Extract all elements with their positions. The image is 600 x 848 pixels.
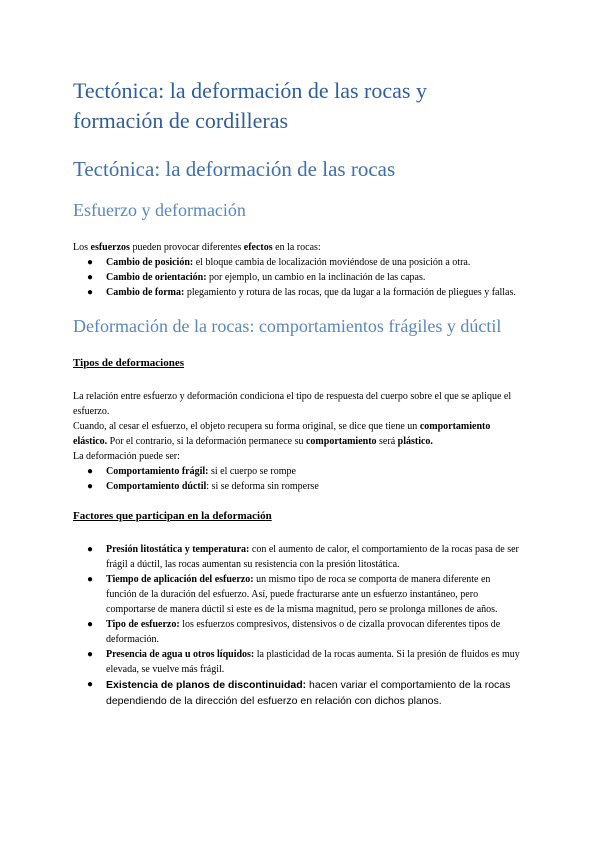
tipos-list (73, 464, 520, 494)
subheading-factores: Factores que participan en la deformación (73, 510, 272, 522)
document-title: Tectónica: la deformación de las rocas y formación de cordilleras (73, 78, 427, 133)
section-heading-tectonica: Tectónica: la deformación de las rocas (73, 157, 396, 181)
list-item: ● Existencia de planos de discontinuidad: hacen variar el comportamiento de la rocas dependiendo de la dirección del esfuerzo en relación con dichos planos. (87, 679, 511, 707)
list-item: ● Cambio de posición: el bloque cambia de localización moviéndose de una posición a otra. (87, 257, 471, 268)
list-item: ● Tipo de esfuerzo: los esfuerzos compresivos, distensivos o de cizalla provocan diferentes tipos de deformación. (87, 619, 501, 645)
factores-list (73, 542, 520, 709)
list-item: ● Tiempo de aplicación del esfuerzo: un mismo tipo de roca se comporta de manera diferente en función de la duración del esfuerzo. Así, puede fracturarse ante un esfuerzo instantáneo, pero comportarse de manera dúctil si este es de la misma magnitud, pero se prolonga millones de años. (87, 574, 498, 615)
paragraph-relacion: La relación entre esfuerzo y deformación condiciona el tipo de respuesta del cuerpo sobre el que se aplique el esfuerzo. (73, 391, 512, 417)
paragraph-comportamiento: Cuando, al cesar el esfuerzo, el objeto recupera su forma original, se dice que tiene un comportamiento elástico. Por el contrario, si la deformación permanece su comportamiento será plástico. (73, 421, 491, 447)
list-item: ● Presión litostática y temperatura: con el aumento de calor, el comportamiento de la rocas pasa de ser frágil a dúctil, las rocas aumentan su resistencia con la presión litostática. (87, 544, 519, 570)
bullet-icon: ● (87, 287, 94, 298)
section-heading-deformacion: Deformación de la rocas: comportamientos frágiles y dúctil (73, 316, 502, 336)
list-item: ● Cambio de forma: plegamiento y rotura de las rocas, que da lugar a la formación de pliegues y fallas. (87, 287, 516, 298)
bullet-icon: ● (87, 257, 94, 268)
bullet-icon: ● (87, 649, 94, 660)
list-item: ● Comportamiento dúctil: si se deforma sin romperse (87, 481, 319, 492)
bullet-icon: ● (87, 544, 94, 555)
list-item: ● Presencia de agua u otros líquidos: la plasticidad de la rocas aumenta. Si la presión de fluidos es muy elevada, se vuelve más frágil. (87, 649, 520, 675)
bullet-icon: ● (87, 619, 94, 630)
bullet-icon: ● (87, 481, 94, 492)
list-item: ● Comportamiento frágil: si el cuerpo se rompe (87, 466, 296, 477)
subheading-tipos: Tipos de deformaciones (73, 357, 185, 369)
bullet-icon: ● (87, 466, 94, 477)
paragraph-puede-ser: La deformación puede ser: (73, 451, 180, 462)
bullet-icon: ● (87, 272, 94, 283)
list-item: ● Cambio de orientación: por ejemplo, un cambio en la inclinación de las capas. (87, 272, 426, 283)
intro-paragraph: Los esfuerzos pueden provocar diferentes efectos en la rocas: (73, 242, 321, 253)
bullet-icon: ● (87, 679, 94, 690)
bullet-icon: ● (87, 574, 94, 585)
section-heading-esfuerzo: Esfuerzo y deformación (73, 200, 246, 220)
effects-list (73, 255, 520, 300)
